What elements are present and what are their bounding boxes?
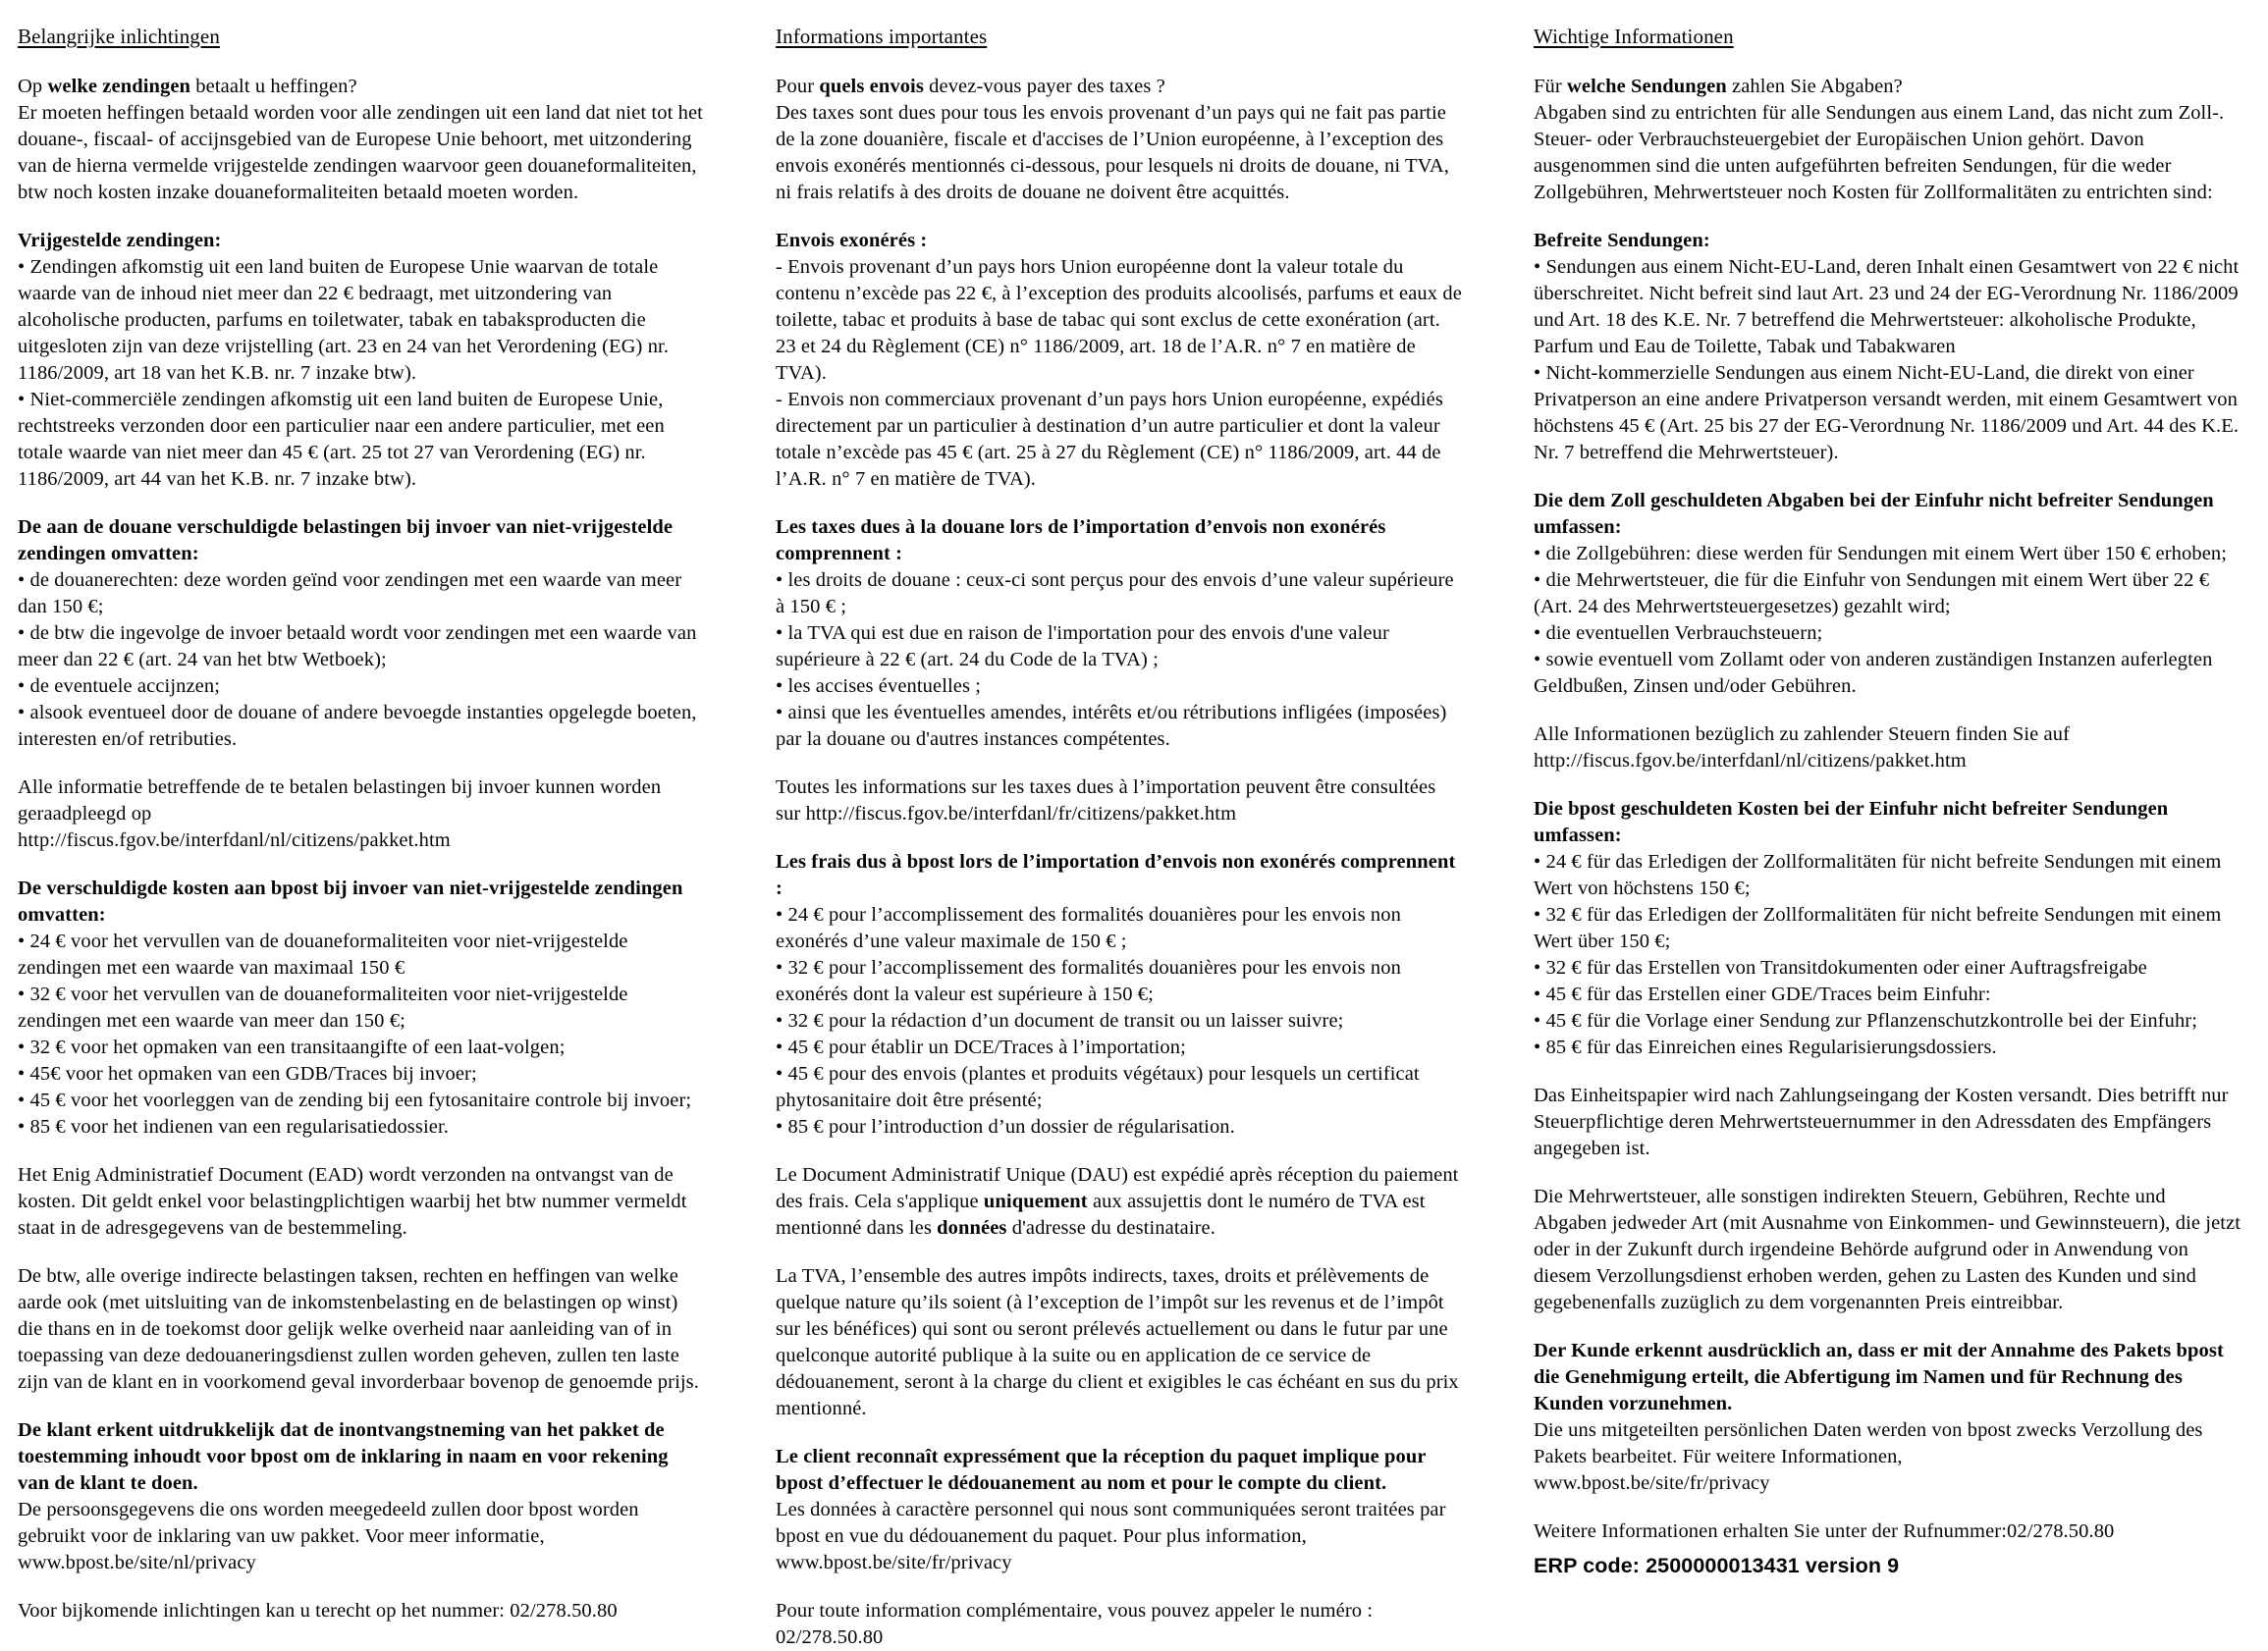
- column-title-french: Informations importantes: [776, 25, 988, 48]
- paragraph-client-consent: De klant erkent uitdrukkelijk dat de inontvangstneming van het pakket de toestemming inhoudt voor bpost om de inklaring in naam en voor rekening van de klant te doen. De persoonsgegevens die ons worden meegedeeld zullen door bpost worden gebruikt voor de inklaring van uw pakket. Voor meer informatie, www.bpost.be/site/nl/privacy: [18, 1419, 669, 1573]
- column-title-german: Wichtige Informationen: [1534, 25, 1734, 48]
- column-dutch: [18, 24, 705, 1651]
- paragraph-phone: Voor bijkomende inlichtingen kan u terecht op het nummer: 02/278.50.80: [18, 1600, 618, 1622]
- section-heading-exempt: Envois exonérés :: [776, 230, 928, 251]
- section-heading-bpost-costs: Die bpost geschuldeten Kosten bei der Einfuhr nicht befreiter Sendungen umfassen:: [1534, 798, 2169, 846]
- section-heading-customs-taxes: Die dem Zoll geschuldeten Abgaben bei der Einfuhr nicht befreiter Sendungen umfassen:: [1534, 490, 2214, 538]
- bullet-item: • 45 € pour des envois (plantes et produits végétaux) pour lesquels un certificat phytosanitaire doit être présenté;: [776, 1063, 1420, 1111]
- bullet-item: • 32 € voor het vervullen van de douaneformaliteiten voor niet-vrijgestelde zendingen met een waarde van meer dan 150 €;: [18, 984, 628, 1032]
- bullet-item: • ainsi que les éventuelles amendes, intérêts et/ou rétributions infligées (imposées) par la douane ou d'autres instances compétentes.: [776, 702, 1447, 750]
- bullet-item: • 85 € für das Einreichen eines Regularisierungsdossiers.: [1534, 1037, 1997, 1058]
- bullet-item: • les accises éventuelles ;: [776, 675, 982, 697]
- bullet-item: • die eventuellen Verbrauchsteuern;: [1534, 622, 1823, 644]
- bullet-item: - Envois non commerciaux provenant d’un pays hors Union européenne, expédiés directement par un particulier à destination d’un autre particulier et dont la valeur totale n’excède pas 45 € (art. 25 à 27 du Règlement (CE) n° 1186/2009, art. 44 de l’A.R. n° 7 en matière de TVA).: [776, 389, 1443, 490]
- section-heading-bpost-costs: Les frais dus à bpost lors de l’importation d’envois non exonérés comprennent :: [776, 851, 1456, 899]
- bullet-item: • die Mehrwertsteuer, die für die Einfuhr von Sendungen mit einem Wert über 22 € (Art. 24 des Mehrwertsteuergesetzes) gezahlt wird;: [1534, 569, 2210, 617]
- section-heading-customs-taxes: De aan de douane verschuldigde belastingen bij invoer van niet-vrijgestelde zendingen omvatten:: [18, 516, 674, 564]
- paragraph-dau: Le Document Administratif Unique (DAU) est expédié après réception du paiement des frais. Cela s'applique uniquement aux assujettis dont le numéro de TVA est mentionné dans les données d'adresse du destinataire.: [776, 1164, 1459, 1239]
- section-heading-exempt: Befreite Sendungen:: [1534, 230, 1710, 251]
- bullet-item: • 32 € pour l’accomplissement des formalités douanières pour les envois non exonérés dont la valeur est supérieure à 150 €;: [776, 957, 1401, 1005]
- section-heading-exempt: Vrijgestelde zendingen:: [18, 230, 222, 251]
- paragraph-vat-other-taxes: La TVA, l’ensemble des autres impôts indirects, taxes, droits et prélèvements de quelque nature qu’ils soient (à l’exception de l’impôt sur les revenus et de l’impôt sur les bénéfices) qui sont ou seront prélevés actuellement ou dans le futur par une quelconque autorité publique à la suite ou en application de ce service de dédouanement, seront à la charge du client et exigibles le cas échéant en sus du prix mentionné.: [776, 1265, 1459, 1419]
- paragraph-intro-question: Op welke zendingen betaalt u heffingen? Er moeten heffingen betaald worden voor alle zendingen uit een land dat niet tot het douane-, fiscaal- of accijnsgebied van de Europese Unie behoort, met uitzondering van de hierna vermelde vrijgestelde zendingen waarvoor geen douaneformaliteiten, btw noch kosten inzake douaneformaliteiten betaald moeten worden.: [18, 76, 703, 203]
- bullet-item: • Niet-commerciële zendingen afkomstig uit een land buiten de Europese Unie, rechtstreeks verzonden door een particulier naar een andere particulier, met een totale waarde van niet meer dan 45 € (art. 25 tot 27 van Verordening (EG) nr. 1186/2009, art 44 van het K.B. nr. 7 inzake btw).: [18, 389, 665, 490]
- erp-code-line: ERP code: 2500000013431 version 9: [1534, 1554, 1900, 1577]
- paragraph-vat-other-taxes: De btw, alle overige indirecte belastingen taksen, rechten en heffingen van welke aarde ook (met uitsluiting van de inkomstenbelasting en de belastingen op winst) die thans en in de toekomst door gelijk welke overheid naar aanleiding van of in toepassing van deze dedouaneringsdienst zullen worden geheven, zullen ten laste zijn van de klant en in voorkomend geval invorderbaar bovenop de genoemde prijs.: [18, 1265, 699, 1393]
- bullet-item: • 45€ voor het opmaken van een GDB/Traces bij invoer;: [18, 1063, 477, 1085]
- bullet-item: • 32 € voor het opmaken van een transitaangifte of een laat-volgen;: [18, 1037, 566, 1058]
- paragraph-phone: Weitere Informationen erhalten Sie unter der Rufnummer:02/278.50.80: [1534, 1520, 2115, 1542]
- section-heading-customs-taxes: Les taxes dues à la douane lors de l’importation d’envois non exonérés comprennent :: [776, 516, 1386, 564]
- bullet-item: • 45 € voor het voorleggen van de zending bij een fytosanitaire controle bij invoer;: [18, 1090, 692, 1111]
- bullet-item: • 24 € voor het vervullen van de douaneformaliteiten voor niet-vrijgestelde zendingen met een waarde van maximaal 150 €: [18, 931, 628, 979]
- bullet-item: • les droits de douane : ceux-ci sont perçus pour des envois d’une valeur supérieure à 150 € ;: [776, 569, 1454, 617]
- bullet-item: • 85 € pour l’introduction d’un dossier de régularisation.: [776, 1116, 1235, 1138]
- column-german: [1534, 24, 2242, 1651]
- bullet-item: • 45 € pour établir un DCE/Traces à l’importation;: [776, 1037, 1186, 1058]
- paragraph-client-consent: Le client reconnaît expressément que la réception du paquet implique pour bpost d’effectuer le dédouanement au nom et pour le compte du client. Les données à caractère personnel qui nous sont communiquées seront traitées par bpost en vue du dédouanement du paquet. Pour plus information, www.bpost.be/site/fr/privacy: [776, 1446, 1446, 1573]
- bullet-item: • Zendingen afkomstig uit een land buiten de Europese Unie waarvan de totale waarde van de inhoud niet meer dan 22 € bedraagt, met uitzondering van alcoholische producten, parfums en toiletwater, tabak en tabaksproducten die uitgesloten zijn van deze vrijstelling (art. 23 en 24 van het Verordening (EG) nr. 1186/2009, art 18 van het K.B. nr. 7 inzake btw).: [18, 256, 670, 384]
- bullet-item: • de douanerechten: deze worden geïnd voor zendingen met een waarde van meer dan 150 €;: [18, 569, 682, 617]
- bullet-item: • sowie eventuell vom Zollamt oder von anderen zuständigen Instanzen auferlegten Geldbußen, Zinsen und/oder Gebühren.: [1534, 649, 2213, 697]
- column-title-dutch: Belangrijke inlichtingen: [18, 25, 220, 48]
- bullet-item: • 24 € pour l’accomplissement des formalités douanières pour les envois non exonérés d’une valeur maximale de 150 € ;: [776, 904, 1401, 952]
- bullet-item: • de eventuele accijnzen;: [18, 675, 221, 697]
- bullet-item: • 32 € für das Erstellen von Transitdokumenten oder einer Auftragsfreigabe: [1534, 957, 2147, 979]
- bullet-item: • 32 € für das Erledigen der Zollformalitäten für nicht befreite Sendungen mit einem Wert über 150 €;: [1534, 904, 2222, 952]
- bullet-item: • Sendungen aus einem Nicht-EU-Land, deren Inhalt einen Gesamtwert von 22 € nicht überschreitet. Nicht befreit sind laut Art. 23 und 24 der EG-Verordnung Nr. 1186/2009 und Art. 18 des K.E. Nr. 7 betreffend die Mehrwertsteuer: alkoholische Produkte, Parfum und Eau de Toilette, Tabak und Tabakwaren: [1534, 256, 2240, 357]
- paragraph-info-url: Alle Informationen bezüglich zu zahlender Steuern finden Sie auf http://fiscus.fgov.be/interfdanl/nl/citizens/pakket.htm: [1534, 723, 2071, 772]
- bullet-item: • 85 € voor het indienen van een regularisatiedossier.: [18, 1116, 449, 1138]
- paragraph-ead: Het Enig Administratief Document (EAD) wordt verzonden na ontvangst van de kosten. Dit geldt enkel voor belastingplichtigen waarbij het btw nummer vermeldt staat in de adresgegevens van de bestemmeling.: [18, 1164, 687, 1239]
- paragraph-client-consent: Der Kunde erkennt ausdrücklich an, dass er mit der Annahme des Pakets bpost die Genehmigung erteilt, die Abfertigung im Namen und für Rechnung des Kunden vorzunehmen. Die uns mitgeteilten persönlichen Daten werden von bpost zwecks Verzollung des Pakets bearbeitet. Für weitere Informationen, www.bpost.be/site/fr/privacy: [1534, 1340, 2224, 1494]
- bullet-item: • die Zollgebühren: diese werden für Sendungen mit einem Wert über 150 € erhoben;: [1534, 543, 2228, 564]
- bullet-item: • alsook eventueel door de douane of andere bevoegde instanties opgelegde boeten, interesten en/of retributies.: [18, 702, 697, 750]
- paragraph-intro-question: Für welche Sendungen zahlen Sie Abgaben? Abgaben sind zu entrichten für alle Sendungen aus einem Land, das nicht zum Zoll-. Steuer- oder Verbrauchsteuergebiet der Europäischen Union gehört. Davon ausgenommen sind die unten aufgeführten befreiten Sendungen, für die weder Zollgebühren, Mehrwertsteuer noch Kosten für Zollformalitäten zu entrichten sind:: [1534, 76, 2225, 203]
- bullet-item: • 24 € für das Erledigen der Zollformalitäten für nicht befreite Sendungen mit einem Wert von höchstens 150 €;: [1534, 851, 2222, 899]
- section-heading-bpost-costs: De verschuldigde kosten aan bpost bij invoer van niet-vrijgestelde zendingen omvatten:: [18, 878, 683, 926]
- paragraph-info-url: Toutes les informations sur les taxes dues à l’importation peuvent être consultées sur http://fiscus.fgov.be/interfdanl/fr/citizens/pakket.htm: [776, 776, 1436, 825]
- bullet-item: - Envois provenant d’un pays hors Union européenne dont la valeur totale du contenu n’excède pas 22 €, à l’exception des produits alcoolisés, parfums et eaux de toilette, tabac et produits à base de tabac qui sont exclus de cette exonération (art. 23 et 24 du Règlement (CE) n° 1186/2009, art. 18 de l’A.R. n° 7 en matière de TVA).: [776, 256, 1462, 384]
- bullet-item: • 45 € für die Vorlage einer Sendung zur Pflanzenschutzkontrolle bei der Einfuhr;: [1534, 1010, 2198, 1032]
- paragraph-phone: Pour toute information complémentaire, vous pouvez appeler le numéro : 02/278.50.80: [776, 1600, 1374, 1648]
- bullet-item: • la TVA qui est due en raison de l'importation pour des envois d'une valeur supérieure à 22 € (art. 24 du Code de la TVA) ;: [776, 622, 1389, 670]
- paragraph-intro-question: Pour quels envois devez-vous payer des taxes ? Des taxes sont dues pour tous les envois provenant d’un pays qui ne fait pas partie de la zone douanière, fiscale et d'accises de l’Union européenne, à l’exception des envois exonérés mentionnés ci-dessous, pour lesquels ni droits de douane, ni TVA, ni frais relatifs à des droits de douane ne doivent être acquittés.: [776, 76, 1450, 203]
- paragraph-vat-other-taxes: Die Mehrwertsteuer, alle sonstigen indirekten Steuern, Gebühren, Rechte und Abgaben jedweder Art (mit Ausnahme von Einkommen- und Gewinnsteuern), die jetzt oder in der Zukunft durch irgendeine Behörde aufgrund oder in Anwendung von diesem Verzollungsdienst erhoben werden, gehen zu Lasten des Kunden und sind gegebenenfalls zuzüglich zu dem vorgenannten Preis eintreibbar.: [1534, 1186, 2241, 1313]
- bullet-item: • Nicht-kommerzielle Sendungen aus einem Nicht-EU-Land, die direkt von einer Privatperson an eine andere Privatperson versandt werden, mit einem Gesamtwert von höchstens 45 € (Art. 25 bis 27 der EG-Verordnung Nr. 1186/2009 und Art. 44 des K.E. Nr. 7 betreffend die Mehrwertsteuer).: [1534, 362, 2240, 463]
- bullet-item: • 32 € pour la rédaction d’un document de transit ou un laisser suivre;: [776, 1010, 1344, 1032]
- bullet-item: • de btw die ingevolge de invoer betaald wordt voor zendingen met een waarde van meer dan 22 € (art. 24 van het btw Wetboek);: [18, 622, 697, 670]
- paragraph-info-url: Alle informatie betreffende de te betalen belastingen bij invoer kunnen worden geraadpleegd op http://fiscus.fgov.be/interfdanl/nl/citizens/pakket.htm: [18, 776, 662, 851]
- bullet-item: • 45 € für das Erstellen einer GDE/Traces beim Einfuhr:: [1534, 984, 1991, 1005]
- column-french: [776, 24, 1463, 1651]
- paragraph-single-document: Das Einheitspapier wird nach Zahlungseingang der Kosten versandt. Dies betrifft nur Steuerpflichtige deren Mehrwertsteuernummer in den Adressdaten des Empfängers angegeben ist.: [1534, 1085, 2229, 1159]
